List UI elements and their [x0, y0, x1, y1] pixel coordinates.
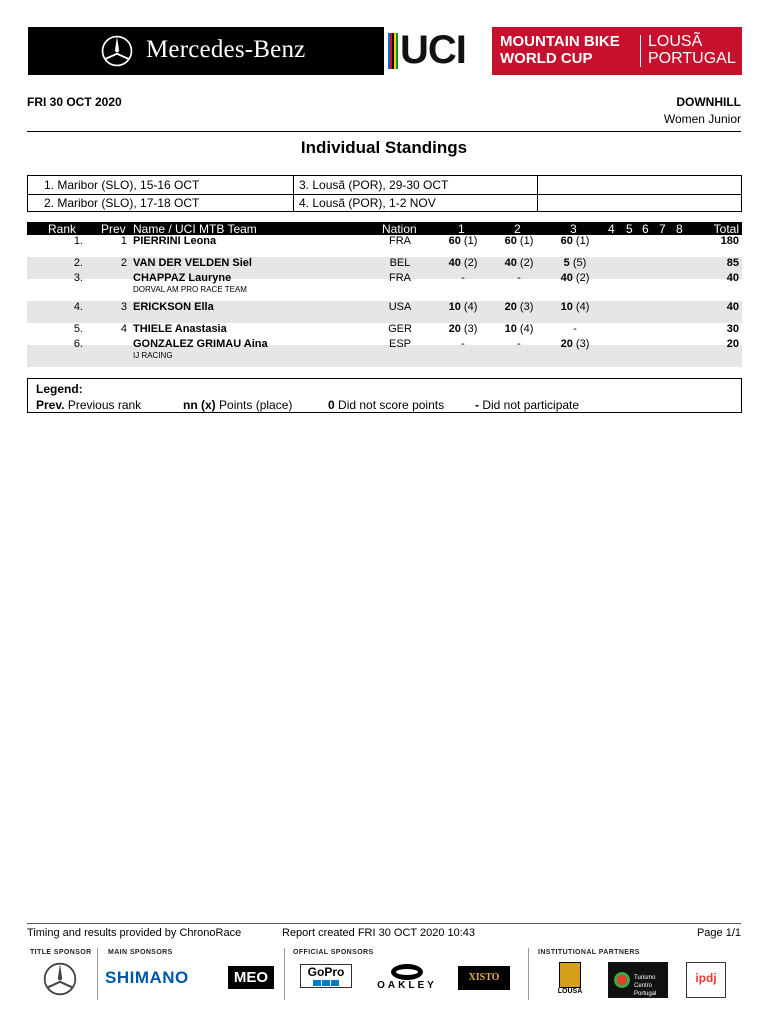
table-header	[27, 222, 742, 235]
uci-logo: UCI	[384, 27, 492, 75]
round-1-cell: -	[461, 338, 465, 350]
events-list	[27, 175, 742, 212]
round-2-cell: 20 (3)	[504, 301, 534, 313]
col-rank: Rank	[48, 222, 77, 236]
total-cell: 180	[720, 235, 739, 247]
mercedes-star-icon	[38, 961, 82, 997]
total-cell: 40	[726, 301, 739, 313]
prev-rank-cell: 1	[120, 235, 127, 247]
ipdj-logo: ipdj	[686, 962, 726, 998]
rider-name: VAN DER VELDEN Siel	[133, 257, 252, 269]
discipline: DOWNHILL	[676, 95, 741, 109]
event-item: 1. Maribor (SLO), 15-16 OCT	[44, 178, 200, 192]
round-1-cell: 20 (3)	[448, 323, 478, 335]
table-row	[27, 301, 742, 323]
rank-cell: 4.	[73, 301, 83, 313]
rank-cell: 5.	[73, 323, 83, 335]
legend-points: nn (x) Points (place)	[183, 398, 293, 412]
col-name: Name / UCI MTB Team	[133, 222, 257, 236]
col-round-4: 4	[608, 222, 615, 236]
team-name: DORVAL AM PRO RACE TEAM	[133, 285, 247, 294]
round-3-cell: 20 (3)	[560, 338, 590, 350]
round-1-cell: 10 (4)	[448, 301, 478, 313]
nation-cell: USA	[388, 301, 412, 313]
legend-prev: Prev. Previous rank	[36, 398, 142, 412]
divider	[640, 35, 641, 67]
institutional-partners-label: INSTITUTIONAL PARTNERS	[538, 949, 640, 956]
report-created: Report created FRI 30 OCT 2020 10:43	[282, 927, 476, 939]
round-3-cell: 60 (1)	[560, 235, 590, 247]
round-2-cell: 40 (2)	[504, 257, 534, 269]
xisto-logo: XISTO	[458, 966, 510, 990]
meo-logo: MEO	[228, 966, 274, 989]
event-item: 2. Maribor (SLO), 17-18 OCT	[44, 196, 200, 210]
gopro-logo: GoPro	[300, 964, 352, 988]
nation-cell: ESP	[388, 338, 411, 350]
col-total: Total	[713, 222, 739, 236]
race-date: FRI 30 OCT 2020	[27, 95, 122, 109]
round-1-cell: -	[461, 272, 465, 284]
prev-rank-cell: 4	[120, 323, 127, 335]
header-banner	[28, 27, 742, 75]
event-item: 4. Lousã (POR), 1-2 NOV	[299, 196, 436, 210]
rider-name: PIERRINI Leona	[133, 235, 217, 247]
rank-cell: 2.	[73, 257, 83, 269]
col-round-3: 3	[570, 222, 577, 236]
event-title: MOUNTAIN BIKE WORLD CUP	[500, 33, 620, 67]
nation-cell: FRA	[389, 272, 411, 284]
nation-cell: BEL	[389, 257, 411, 269]
turismo-centro-logo: Turismo Centro Portugal	[608, 962, 668, 998]
total-cell: 85	[726, 257, 739, 269]
round-2-cell: -	[517, 272, 521, 284]
prev-rank-cell: 3	[120, 301, 127, 313]
round-2-cell: -	[517, 338, 521, 350]
divider	[528, 948, 529, 1000]
rider-name: ERICKSON Ella	[133, 301, 214, 313]
prev-rank-cell: 2	[120, 257, 127, 269]
col-round-6: 6	[642, 222, 649, 236]
timing-credit: Timing and results provided by ChronoRace	[27, 927, 242, 939]
total-cell: 40	[726, 272, 739, 284]
oakley-logo: OAKLEY	[372, 964, 442, 994]
rainbow-stripes-icon	[388, 33, 398, 69]
table-row	[27, 272, 742, 301]
divider	[284, 948, 285, 1000]
rank-cell: 6.	[73, 338, 83, 350]
round-1-cell: 40 (2)	[448, 257, 478, 269]
legend-zero: 0 Did not score points	[328, 398, 445, 412]
col-round-7: 7	[659, 222, 666, 236]
shimano-logo: SHIMANO	[105, 968, 189, 987]
divider	[27, 923, 741, 924]
title-sponsor-label: TITLE SPONSOR	[30, 949, 92, 956]
col-round-8: 8	[676, 222, 683, 236]
event-title-block	[492, 27, 742, 75]
round-3-cell: 10 (4)	[560, 301, 590, 313]
event-item: 3. Lousã (POR), 29-30 OCT	[299, 178, 449, 192]
mercedes-star-icon	[100, 34, 134, 68]
legend-dash: - Did not participate	[475, 398, 580, 412]
rider-name: GONZALEZ GRIMAU Aina	[133, 338, 268, 350]
col-round-5: 5	[626, 222, 633, 236]
table-row	[27, 338, 742, 367]
page-number: Page 1/1	[696, 927, 741, 939]
col-round-1: 1	[458, 222, 465, 236]
round-3-cell: -	[573, 323, 577, 335]
divider	[97, 948, 98, 1000]
category: Women Junior	[663, 112, 741, 126]
rank-cell: 1.	[73, 235, 83, 247]
round-2-cell: 60 (1)	[504, 235, 534, 247]
main-sponsors-label: MAIN SPONSORS	[108, 949, 173, 956]
round-3-cell: 5 (5)	[563, 257, 587, 269]
official-sponsors-label: OFFICIAL SPONSORS	[293, 949, 374, 956]
table-row	[27, 235, 742, 257]
rider-name: THIELE Anastasia	[133, 323, 227, 335]
nation-cell: GER	[388, 323, 412, 335]
round-2-cell: 10 (4)	[504, 323, 534, 335]
lousa-logo: LOUSÃ	[550, 962, 590, 1000]
legend-title: Legend:	[36, 382, 83, 396]
page-title: Individual Standings	[300, 138, 468, 157]
col-round-2: 2	[514, 222, 521, 236]
round-3-cell: 40 (2)	[560, 272, 590, 284]
legend	[27, 378, 742, 413]
team-name: IJ RACING	[133, 351, 173, 360]
col-prev: Prev	[101, 222, 126, 236]
total-cell: 20	[726, 338, 739, 350]
rank-cell: 3.	[73, 272, 83, 284]
total-cell: 30	[726, 323, 739, 335]
rider-name: CHAPPAZ Lauryne	[133, 272, 232, 284]
nation-cell: FRA	[389, 235, 411, 247]
venue-title: LOUSÃ PORTUGAL	[648, 33, 736, 67]
mercedes-benz-logo: Mercedes-Benz	[146, 36, 306, 63]
divider	[27, 131, 741, 132]
round-1-cell: 60 (1)	[448, 235, 478, 247]
col-nation: Nation	[382, 222, 417, 236]
